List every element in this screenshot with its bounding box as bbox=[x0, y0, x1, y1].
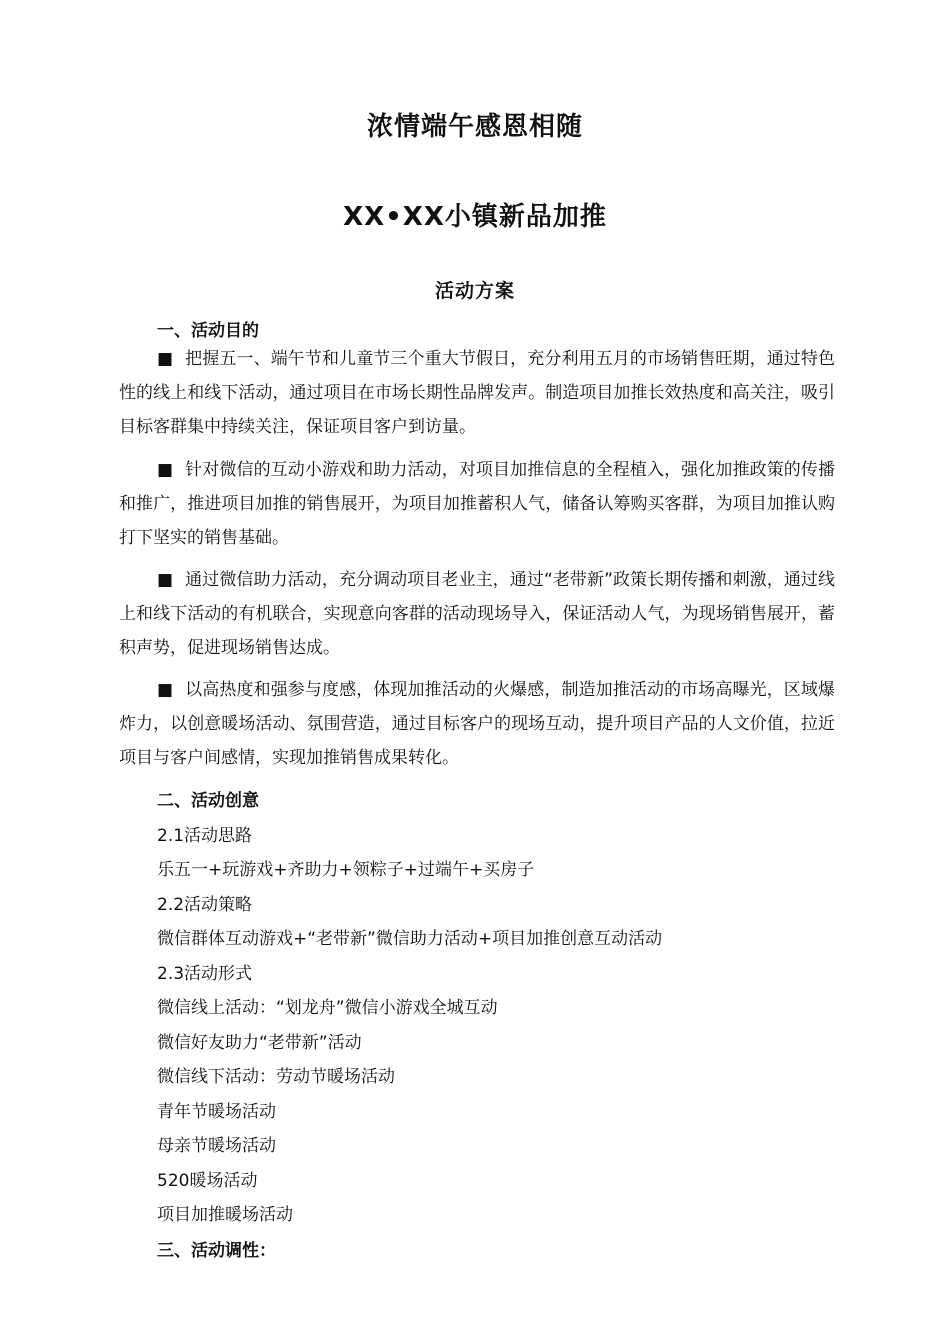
creative-line: 2.2活动策略 bbox=[157, 895, 253, 915]
paragraph-text: 以高热度和强参与度感，体现加推活动的火爆感，制造加推活动的市场高曝光，区域爆炸力，以创意暖场活动、氛围营造，通过目标客户的现场互动，提升项目产品的人文价值，拉近项目与客户间感情，实现加推销售成果转化。 bbox=[119, 680, 836, 768]
section-heading-tone: 三、活动调性： bbox=[157, 1241, 276, 1261]
purpose-paragraph-2 bbox=[119, 453, 835, 555]
creative-line: 微信线上活动：“划龙舟”微信小游戏全城互动 bbox=[157, 998, 498, 1018]
creative-line: 母亲节暖场活动 bbox=[157, 1136, 276, 1156]
creative-line: 微信线下活动：劳动节暖场活动 bbox=[157, 1067, 395, 1087]
creative-line: 项目加推暖场活动 bbox=[157, 1205, 293, 1225]
creative-line: 微信群体互动游戏+“老带新”微信助力活动+项目加推创意互动活动 bbox=[157, 929, 663, 949]
section-heading-creative: 二、活动创意 bbox=[157, 791, 259, 811]
creative-line: 青年节暖场活动 bbox=[157, 1102, 276, 1122]
paragraph-text: 针对微信的互动小游戏和助力活动，对项目加推信息的全程植入，强化加推政策的传播和推广，推进项目加推的销售展开，为项目加推蓄积人气，储备认筹购买客群，为项目加推认购打下坚实的销售基础。 bbox=[119, 460, 836, 548]
plan-title: 活动方案 bbox=[434, 280, 515, 302]
paragraph-text: 把握五一、端午节和儿童节三个重大节假日，充分利用五月的市场销售旺期，通过特色性的线上和线下活动，通过项目在市场长期性品牌发声。制造项目加推长效热度和高关注，吸引目标客群集中持续关注，保证项目客户到访量。 bbox=[119, 349, 836, 437]
main-title: 浓情端午感恩相随 bbox=[366, 112, 583, 142]
square-bullet-icon: ■ bbox=[157, 570, 174, 590]
square-bullet-icon: ■ bbox=[157, 349, 174, 369]
section-heading-purpose: 一、活动目的 bbox=[157, 321, 259, 341]
purpose-paragraph-1 bbox=[119, 342, 835, 444]
creative-line: 乐五一+玩游戏+齐助力+领粽子+过端午+买房子 bbox=[157, 860, 535, 880]
purpose-paragraph-4 bbox=[119, 673, 835, 775]
sub-title: XX•XX小镇新品加推 bbox=[343, 202, 607, 232]
creative-line: 2.3活动形式 bbox=[157, 964, 253, 984]
paragraph-text: 通过微信助力活动，充分调动项目老业主，通过“老带新”政策长期传播和刺激，通过线上和线下活动的有机联合，实现意向客群的活动现场导入，保证活动人气，为现场销售展开，蓄积声势，促进现场销售达成。 bbox=[119, 570, 835, 658]
creative-line: 520暖场活动 bbox=[157, 1171, 258, 1191]
creative-line: 微信好友助力“老带新”活动 bbox=[157, 1033, 362, 1053]
square-bullet-icon: ■ bbox=[157, 680, 174, 700]
purpose-paragraph-3 bbox=[119, 563, 835, 665]
square-bullet-icon: ■ bbox=[157, 460, 174, 480]
creative-line: 2.1活动思路 bbox=[157, 826, 253, 846]
